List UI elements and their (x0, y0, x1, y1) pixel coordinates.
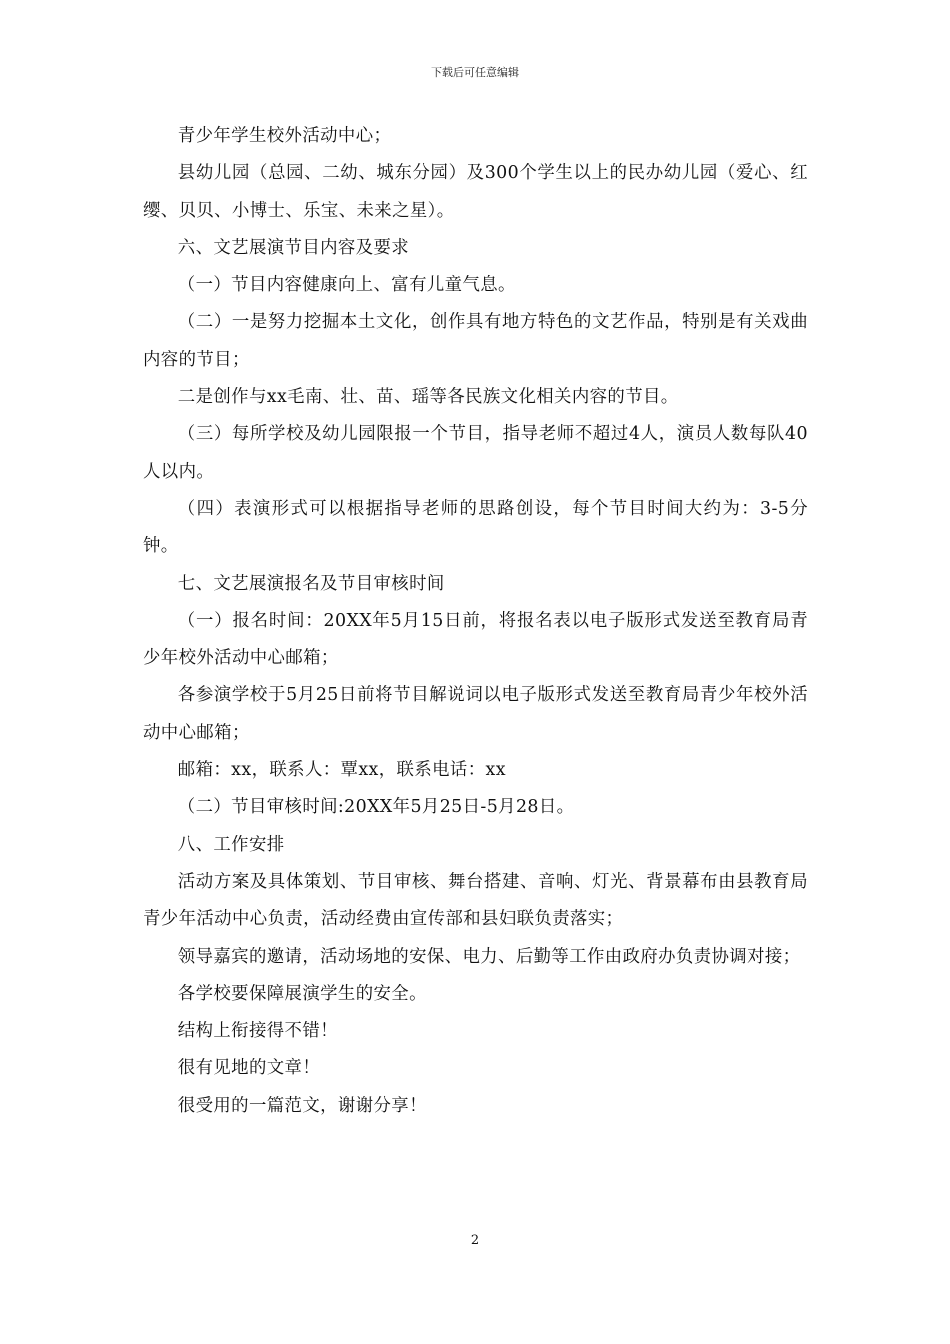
section-heading: 六、文艺展演节目内容及要求 (177, 237, 410, 258)
paragraph: 二是创作与xx毛南、壮、苗、瑶等各民族文化相关内容的节目。 (177, 387, 679, 408)
paragraph: （二）节目审核时间:20XX年5月25日-5月28日。 (177, 797, 575, 818)
comment-line: 结构上衔接得不错！ (177, 1021, 338, 1042)
page-header: 下载后可任意编辑 (431, 66, 519, 79)
paragraph: 活动方案及具体策划、节目审核、舞台搭建、音响、灯光、背景幕布由县教育局青少年活动中心负责，活动经费由宣传部和县妇联负责落实； (143, 871, 808, 930)
paragraph: （二）一是努力挖掘本土文化，创作具有地方特色的文艺作品，特别是有关戏曲内容的节目； (143, 312, 808, 370)
section-heading: 八、工作安排 (177, 834, 285, 855)
comment-line: 很受用的一篇范文，谢谢分享！ (177, 1095, 427, 1116)
paragraph: 领导嘉宾的邀请，活动场地的安保、电力、后勤等工作由政府办负责协调对接； (177, 946, 801, 967)
paragraph: 邮箱：xx，联系人：覃xx，联系电话：xx (177, 760, 506, 781)
paragraph: 各学校要保障展演学生的安全。 (177, 983, 427, 1004)
paragraph: （四）表演形式可以根据指导老师的思路创设，每个节目时间大约为：3-5分钟。 (143, 498, 808, 557)
document-body (143, 118, 808, 1125)
paragraph: 青少年学生校外活动中心； (177, 126, 392, 146)
page-number: 2 (470, 1233, 480, 1248)
paragraph: 县幼儿园（总园、二幼、城东分园）及300个学生以上的民办幼儿园（爱心、红缨、贝贝、小博士、乐宝、未来之星）。 (143, 163, 808, 221)
paragraph: （一）报名时间：20XX年5月15日前，将报名表以电子版形式发送至教育局青少年校外活动中心邮箱； (143, 610, 808, 669)
paragraph: 各参演学校于5月25日前将节目解说词以电子版形式发送至教育局青少年校外活动中心邮箱； (143, 685, 808, 743)
paragraph: （一）节目内容健康向上、富有儿童气息。 (177, 275, 516, 296)
section-heading: 七、文艺展演报名及节目审核时间 (177, 573, 445, 594)
comment-line: 很有见地的文章！ (177, 1058, 321, 1079)
paragraph: （三）每所学校及幼儿园限报一个节目，指导老师不超过4人，演员人数每队40人以内。 (143, 424, 808, 482)
